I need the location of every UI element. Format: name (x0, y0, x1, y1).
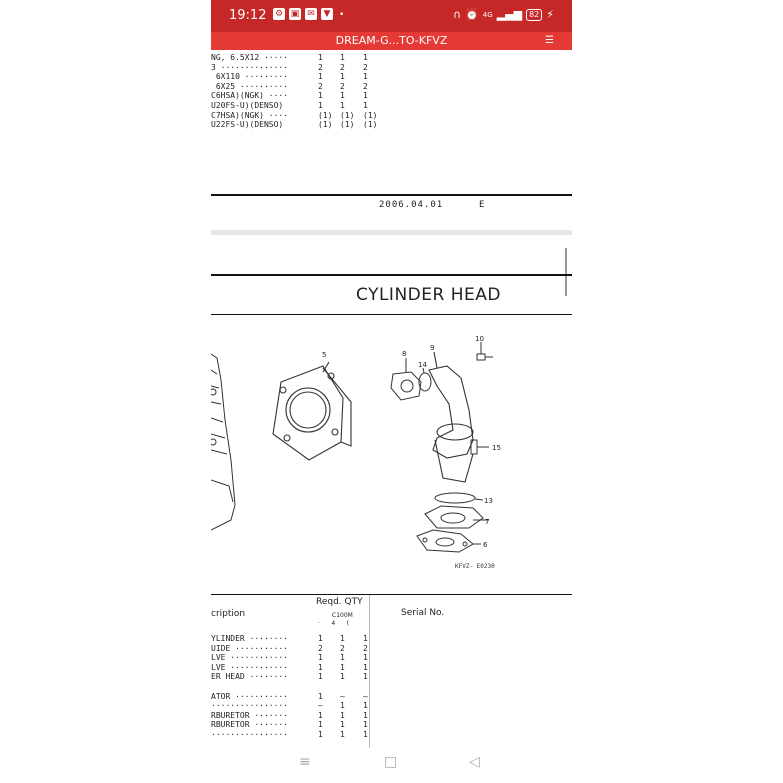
part-quantity: 1 (340, 91, 345, 101)
part-quantity: 1 (318, 634, 323, 643)
battery-indicator: 82 (526, 9, 542, 21)
part-quantity: 1 (340, 710, 345, 720)
part-quantity: 1 (318, 710, 323, 720)
part-quantity: – (340, 691, 345, 701)
part-description: C6HSA)(NGK) ···· (211, 91, 289, 101)
part-quantity: 1 (363, 730, 368, 739)
document-edition: E (479, 200, 485, 210)
document-page[interactable] (211, 50, 572, 750)
part-description: RBURETOR ······· (211, 720, 289, 730)
part-quantity: 2 (340, 81, 345, 91)
part-quantity: 1 (340, 653, 345, 663)
description-header: cription (211, 609, 246, 619)
menu-icon[interactable]: ☰ (545, 35, 554, 46)
callout-13: 13 (484, 497, 493, 505)
document-title-bar (211, 32, 572, 50)
part-quantity: 1 (363, 672, 368, 682)
quantity-header: Reqd. QTY (316, 597, 363, 607)
mail-icon: ✉ (305, 8, 317, 20)
part-quantity: (1) (340, 120, 355, 130)
callout-9: 9 (430, 344, 435, 352)
shield-icon: ▼ (321, 8, 333, 20)
part-quantity: 1 (363, 720, 368, 730)
callout-5: 5 (322, 351, 327, 359)
phone-screen (211, 0, 572, 783)
part-quantity: 1 (318, 730, 323, 739)
bolt-drawing (477, 342, 493, 360)
part-quantity: (1) (318, 120, 333, 130)
part-quantity: 2 (318, 643, 323, 653)
home-button[interactable]: □ (384, 754, 398, 770)
model-header: C100M (332, 612, 353, 619)
part-quantity: 2 (318, 81, 323, 91)
part-quantity: (1) (318, 110, 333, 120)
part-quantity: 2 (340, 62, 345, 72)
part-quantity: 1 (318, 101, 323, 110)
status-time: 19:12 (229, 8, 267, 23)
part-description: NG, 6.5X12 ····· (211, 53, 289, 62)
part-quantity: 1 (340, 720, 345, 730)
document-title: DREAM-G...TO-KFVZ (335, 34, 448, 47)
settings-icon: ⚙ (274, 9, 284, 19)
part-description: UIDE ··········· (211, 643, 289, 653)
part-description: 6X110 ········· (211, 72, 289, 82)
part-description: U22FS-U)(DENSO) (211, 120, 284, 130)
part-description: 3 ·············· (211, 62, 289, 72)
part-quantity: 2 (318, 62, 323, 72)
carburetor-gasket-drawing (435, 493, 483, 503)
spacer-drawing (425, 506, 489, 528)
part-quantity: 1 (363, 662, 368, 672)
cylinder-drawing (211, 354, 235, 530)
document-date: 2006.04.01 (379, 200, 444, 210)
exploded-parts-diagram (211, 330, 572, 590)
part-quantity: – (363, 691, 368, 701)
status-bar (211, 0, 572, 32)
part-quantity: 1 (363, 91, 368, 101)
part-quantity: (1) (340, 110, 355, 120)
part-quantity: 1 (340, 730, 345, 739)
intake-pipe-drawing (429, 352, 473, 482)
insulator-plate-drawing (417, 530, 481, 552)
divider (211, 194, 572, 196)
serial-number-header: Serial No. (401, 608, 445, 618)
part-description: 6X25 ·········· (211, 81, 289, 91)
part-description: RBURETOR ······· (211, 710, 289, 720)
signal-icon: ▂▄▆ (496, 8, 523, 21)
part-description: LVE ············ (211, 662, 289, 672)
part-quantity: 1 (318, 691, 323, 701)
part-quantity: 2 (363, 62, 368, 72)
part-quantity: 1 (340, 53, 345, 62)
part-quantity: – (318, 701, 323, 711)
part-quantity: 1 (340, 672, 345, 682)
network-label: 4G (482, 10, 493, 19)
parts-table-header (211, 595, 572, 635)
headset-icon: ∩ (453, 8, 462, 21)
callout-7: 7 (485, 518, 490, 526)
part-quantity: 1 (340, 634, 345, 643)
part-quantity: 1 (340, 72, 345, 82)
part-quantity: 1 (363, 710, 368, 720)
part-quantity: 1 (363, 72, 368, 82)
status-dot: • (339, 10, 345, 20)
insulator-drawing (391, 358, 421, 400)
part-quantity: 2 (363, 643, 368, 653)
part-quantity: 1 (318, 662, 323, 672)
system-icons (453, 8, 554, 21)
app-icon: ▣ (290, 9, 300, 19)
part-quantity: 1 (318, 72, 323, 82)
part-quantity: 1 (340, 701, 345, 711)
alarm-icon: ⏰ (465, 8, 479, 21)
part-quantity: 1 (363, 634, 368, 643)
callout-15: 15 (492, 444, 501, 452)
part-quantity: 1 (363, 53, 368, 62)
part-quantity: 1 (318, 720, 323, 730)
part-quantity: 1 (318, 672, 323, 682)
part-quantity: 1 (318, 91, 323, 101)
callout-6: 6 (483, 541, 488, 549)
part-quantity: 1 (318, 653, 323, 663)
part-description: LVE ············ (211, 653, 289, 663)
divider (211, 314, 572, 315)
part-quantity: 1 (363, 101, 368, 110)
part-quantity: 2 (340, 643, 345, 653)
part-description: YLINDER ········ (211, 634, 289, 643)
back-button[interactable]: ◁ (469, 754, 480, 770)
cylinder-gasket-drawing (273, 362, 351, 460)
notification-icons (273, 8, 333, 20)
figure-code: KFVZ- E0230 (455, 563, 495, 570)
screw-drawing (471, 440, 489, 454)
part-quantity: 2 (363, 81, 368, 91)
part-description: ················ (211, 701, 289, 711)
recents-button[interactable]: ≡ (299, 754, 311, 770)
part-description: ER HEAD ········ (211, 672, 289, 682)
scrollbar[interactable] (565, 248, 567, 296)
model-sub-header: · 4 ( (318, 620, 349, 627)
part-description: ················ (211, 730, 289, 739)
charging-icon: ⚡ (546, 8, 554, 21)
section-title: CYLINDER HEAD (356, 285, 501, 305)
page-separator (211, 230, 572, 235)
callout-10: 10 (475, 335, 484, 343)
part-quantity: (1) (363, 110, 378, 120)
part-description: U20FS-U)(DENSO) (211, 101, 284, 110)
part-quantity: 1 (340, 662, 345, 672)
part-quantity: 1 (363, 701, 368, 711)
part-description: C7HSA)(NGK) ···· (211, 110, 289, 120)
callout-8: 8 (402, 350, 407, 358)
part-quantity: 1 (363, 653, 368, 663)
part-quantity: 1 (340, 101, 345, 110)
navigation-bar (211, 748, 572, 783)
callout-14: 14 (418, 361, 427, 369)
part-quantity: 1 (318, 53, 323, 62)
part-description: ATOR ··········· (211, 691, 289, 701)
part-quantity: (1) (363, 120, 378, 130)
divider (211, 274, 572, 276)
